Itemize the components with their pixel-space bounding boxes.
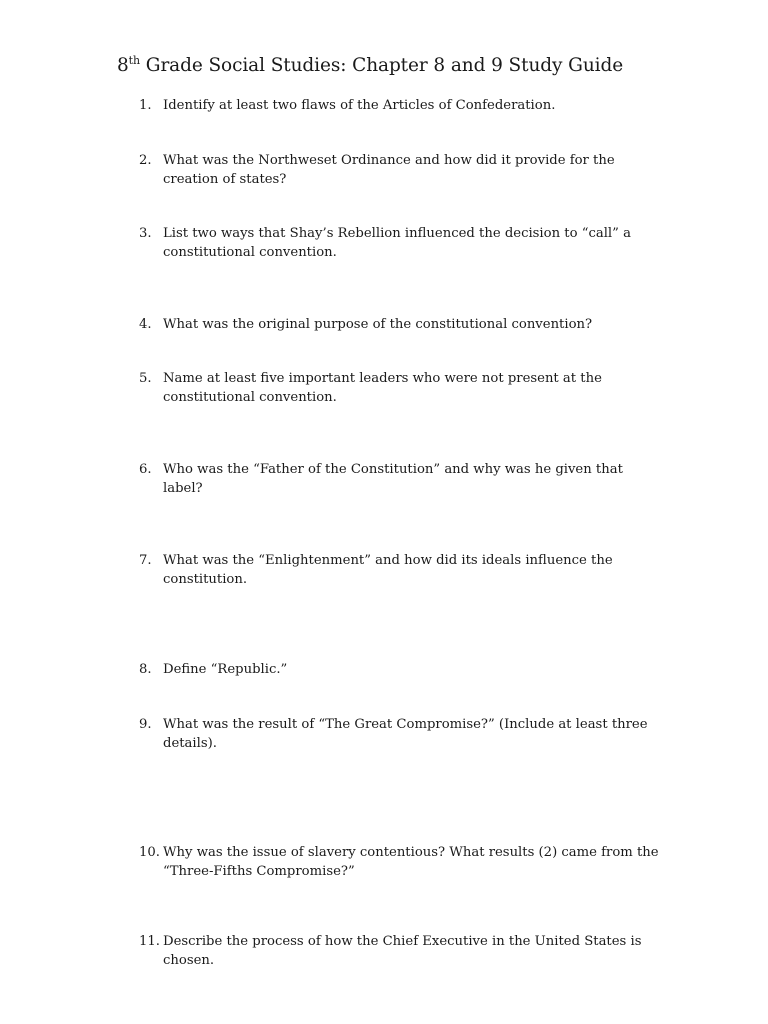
question-9 [139,716,659,753]
question-text: Identify at least two flaws of the Articles of Confederation. [163,98,556,113]
question-6 [139,461,659,498]
question-text: creation of states? [163,171,287,187]
question-number: 5. [139,371,152,386]
question-number: 3. [139,226,152,241]
question-text: Who was the “Father of the Constitution” and why was he given that [163,462,623,477]
question-number: 7. [139,553,152,568]
question-number: 10. [139,845,160,860]
question-text: constitutional convention. [163,389,337,405]
question-text: What was the “Enlightenment” and how did its ideals influence the [163,553,613,568]
question-text: Define “Republic.” [163,662,288,677]
question-number: 2. [139,153,152,168]
question-7 [139,552,659,589]
page-title [117,55,623,76]
question-text: Why was the issue of slavery contentious? What results (2) came from the [163,845,659,860]
question-text: What was the result of “The Great Compromise?” (Include at least three [163,717,648,732]
question-number: 9. [139,717,152,732]
question-4 [139,316,659,335]
question-text: chosen. [163,952,215,968]
title-prefix: 8 [117,55,129,76]
question-number: 4. [139,317,152,332]
question-text: Name at least five important leaders who were not present at the [163,371,602,386]
question-text: “Three-Fifths Compromise?” [163,863,355,879]
question-3 [139,225,659,262]
question-text: label? [163,480,203,496]
question-number: 11. [139,934,160,949]
question-text: What was the Northweset Ordinance and how did it provide for the [163,153,615,168]
title-rest: Grade Social Studies: Chapter 8 and 9 Study Guide [139,55,624,76]
question-1 [139,97,659,116]
question-number: 6. [139,462,152,477]
question-text: Describe the process of how the Chief Executive in the United States is [163,934,642,949]
question-text: details). [163,735,217,751]
question-2 [139,152,659,189]
title-superscript: th [128,54,140,67]
question-text: List two ways that Shay’s Rebellion influenced the decision to “call” a [163,226,631,241]
question-text: What was the original purpose of the constitutional convention? [163,317,593,332]
question-number: 8. [139,662,152,677]
question-text: constitutional convention. [163,244,337,260]
question-8 [139,661,659,680]
question-10 [139,844,659,881]
question-11 [139,933,659,970]
question-5 [139,370,659,407]
question-text: constitution. [163,571,248,587]
question-number: 1. [139,98,152,113]
